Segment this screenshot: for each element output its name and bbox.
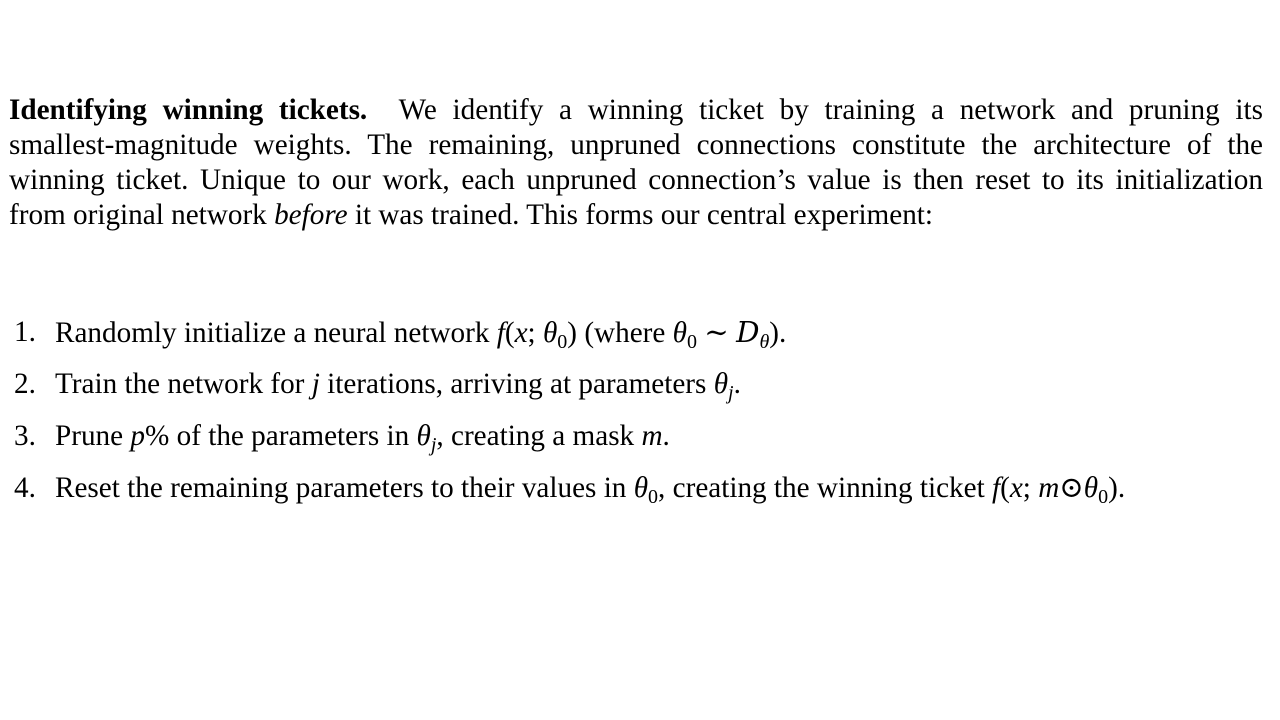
math-p: p <box>130 420 145 452</box>
math-theta: θ <box>542 317 558 349</box>
steps-list <box>14 312 1274 520</box>
math-theta: θ <box>713 368 729 400</box>
math-paren-open: ( <box>504 317 515 349</box>
paragraph-heading: Identifying winning tickets. <box>9 94 368 126</box>
math-x: x <box>514 317 528 349</box>
list-item <box>14 416 1274 468</box>
step-text-end: . <box>662 420 670 452</box>
math-odot: ⊙ <box>1059 472 1084 504</box>
math-theta: θ <box>672 317 687 349</box>
paragraph-line-2: smallest-magnitude weights. The remaining, unpruned connections constitute the architecture of the <box>9 129 1263 161</box>
step-text-middle: , creating the winning ticket <box>658 472 992 504</box>
step-text <box>55 468 1125 517</box>
math-subscript-zero: 0 <box>648 486 659 508</box>
math-subscript-j: j <box>430 434 437 456</box>
paragraph-line-1 <box>9 93 1263 128</box>
math-j: j <box>311 368 320 400</box>
step-number: 3. <box>14 420 36 452</box>
math-m: m <box>1038 472 1060 504</box>
step-text-start: Reset the remaining parameters to their values in <box>55 472 634 504</box>
step-text-start: Train the network for <box>55 368 312 400</box>
paragraph-line-1-text: We identify a winning ticket by training a network and pruning its <box>398 94 1263 126</box>
math-subscript-zero: 0 <box>1098 486 1109 508</box>
step-text-middle: % of the parameters in <box>145 420 417 452</box>
step-number: 1. <box>14 316 36 348</box>
step-text-end: ). <box>1108 472 1126 504</box>
math-subscript-zero: 0 <box>557 331 568 353</box>
step-text-where: (where <box>577 317 673 349</box>
step-text <box>55 364 741 413</box>
math-theta: θ <box>1083 472 1099 504</box>
step-text <box>55 312 786 362</box>
math-theta: θ <box>633 472 649 504</box>
list-item <box>14 364 1274 416</box>
math-f: f <box>991 472 1001 504</box>
math-paren-open: ( <box>1000 472 1010 504</box>
math-distribution: D <box>736 315 760 349</box>
math-semicolon: ; <box>527 317 543 349</box>
math-m: m <box>641 420 663 452</box>
paragraph-line-3: winning ticket. Unique to our work, each unpruned connection’s value is then reset to its initialization <box>9 164 1263 196</box>
step-text <box>55 416 670 465</box>
step-text-end: . <box>733 368 741 400</box>
step-text-middle: iterations, arriving at parameters <box>319 368 714 400</box>
step-text-start: Randomly initialize a neural network <box>55 317 497 349</box>
list-item <box>14 312 1274 364</box>
math-f: f <box>496 317 505 349</box>
math-x: x <box>1009 472 1023 504</box>
math-subscript-theta: θ <box>759 331 770 353</box>
paragraph-line-4 <box>9 198 1263 233</box>
math-theta: θ <box>416 420 431 452</box>
math-semicolon: ; <box>1022 472 1039 504</box>
step-number: 2. <box>14 368 36 400</box>
step-number: 4. <box>14 472 36 504</box>
math-subscript-zero: 0 <box>687 331 697 353</box>
math-subscript-j: j <box>728 382 734 404</box>
paragraph-emphasis: before <box>274 199 348 231</box>
math-paren-close: ) <box>567 317 578 349</box>
math-sim: ∼ <box>697 317 737 349</box>
list-item <box>14 468 1274 520</box>
paragraph <box>9 93 1263 233</box>
paragraph-line-4-end: it was trained. This forms our central experiment: <box>347 199 934 231</box>
step-text-start: Prune <box>55 420 131 452</box>
step-text-end: ). <box>769 317 787 349</box>
paragraph-line-4-start: from original network <box>9 199 275 231</box>
step-text-middle: , creating a mask <box>436 420 642 452</box>
